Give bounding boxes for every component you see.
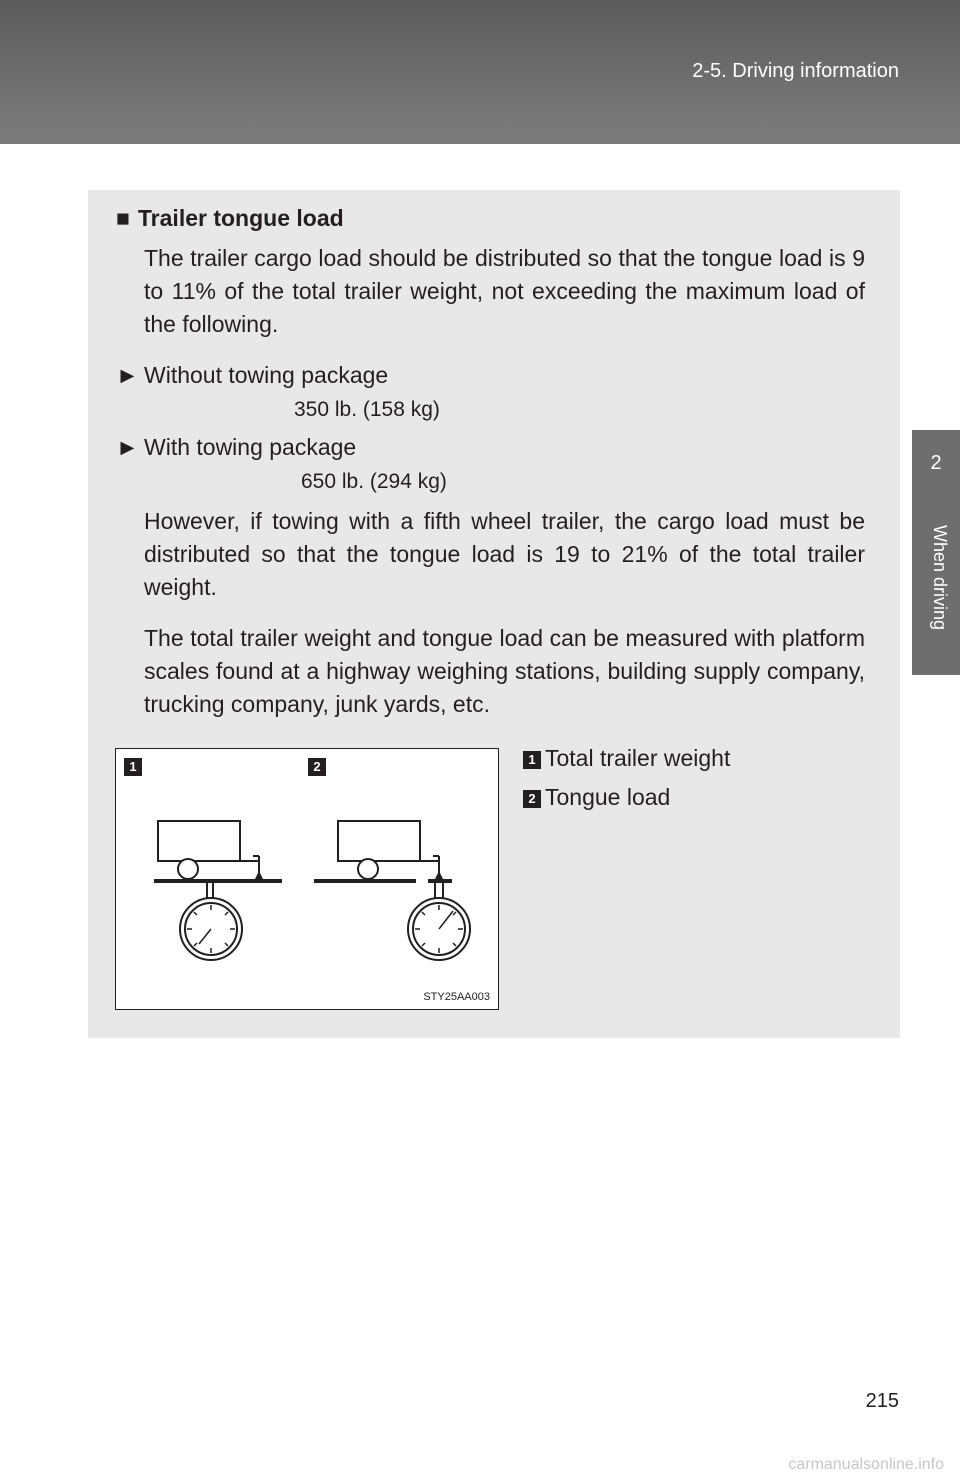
measurement-paragraph: The total trailer weight and tongue load can be measured with platform scales found at a highway weighing stations, building supply company, trucking company, junk yards, etc. [144, 625, 865, 717]
option-with-towing [116, 434, 356, 461]
legend-badge: 2 [523, 790, 541, 808]
square-bullet-icon: ■ [116, 205, 130, 231]
legend-item-tongue-load [523, 784, 670, 811]
chapter-label: When driving [930, 525, 950, 631]
legend-badge: 1 [523, 751, 541, 769]
fifth-wheel-paragraph: However, if towing with a fifth wheel trailer, the cargo load must be distributed so that the tongue load is 19 to 21% of the total trailer weight. [144, 508, 865, 600]
legend-text: Tongue load [545, 784, 671, 810]
page-header [0, 0, 960, 144]
section-heading [116, 205, 344, 232]
chapter-tab[interactable] [912, 430, 960, 675]
option-without-towing [116, 362, 388, 389]
triangle-bullet-icon: ► [116, 434, 139, 460]
chapter-number: 2 [930, 452, 942, 474]
legend-text: Total trailer weight [545, 745, 731, 771]
heading-text: Trailer tongue load [137, 205, 344, 231]
watermark: carmanualsonline.info [788, 1456, 944, 1473]
option-label: With towing package [144, 434, 357, 460]
tongue-load-figure [115, 748, 499, 1010]
triangle-bullet-icon: ► [116, 362, 139, 388]
trailer-scale-diagram [116, 749, 498, 1009]
figure-badge-2: 2 [308, 758, 326, 776]
section-title: 2-5. Driving information [692, 60, 899, 82]
option-value: 650 lb. (294 kg) [301, 470, 447, 493]
option-label: Without towing package [144, 362, 389, 388]
figure-code: STY25AA003 [423, 991, 490, 1003]
legend-item-total-weight [523, 745, 730, 772]
page-number: 215 [865, 1390, 899, 1412]
option-value: 350 lb. (158 kg) [294, 398, 440, 421]
figure-badge-1: 1 [124, 758, 142, 776]
intro-paragraph: The trailer cargo load should be distributed so that the tongue load is 9 to 11% of the total trailer weight, not exceeding the maximum load of the following. [144, 245, 865, 337]
